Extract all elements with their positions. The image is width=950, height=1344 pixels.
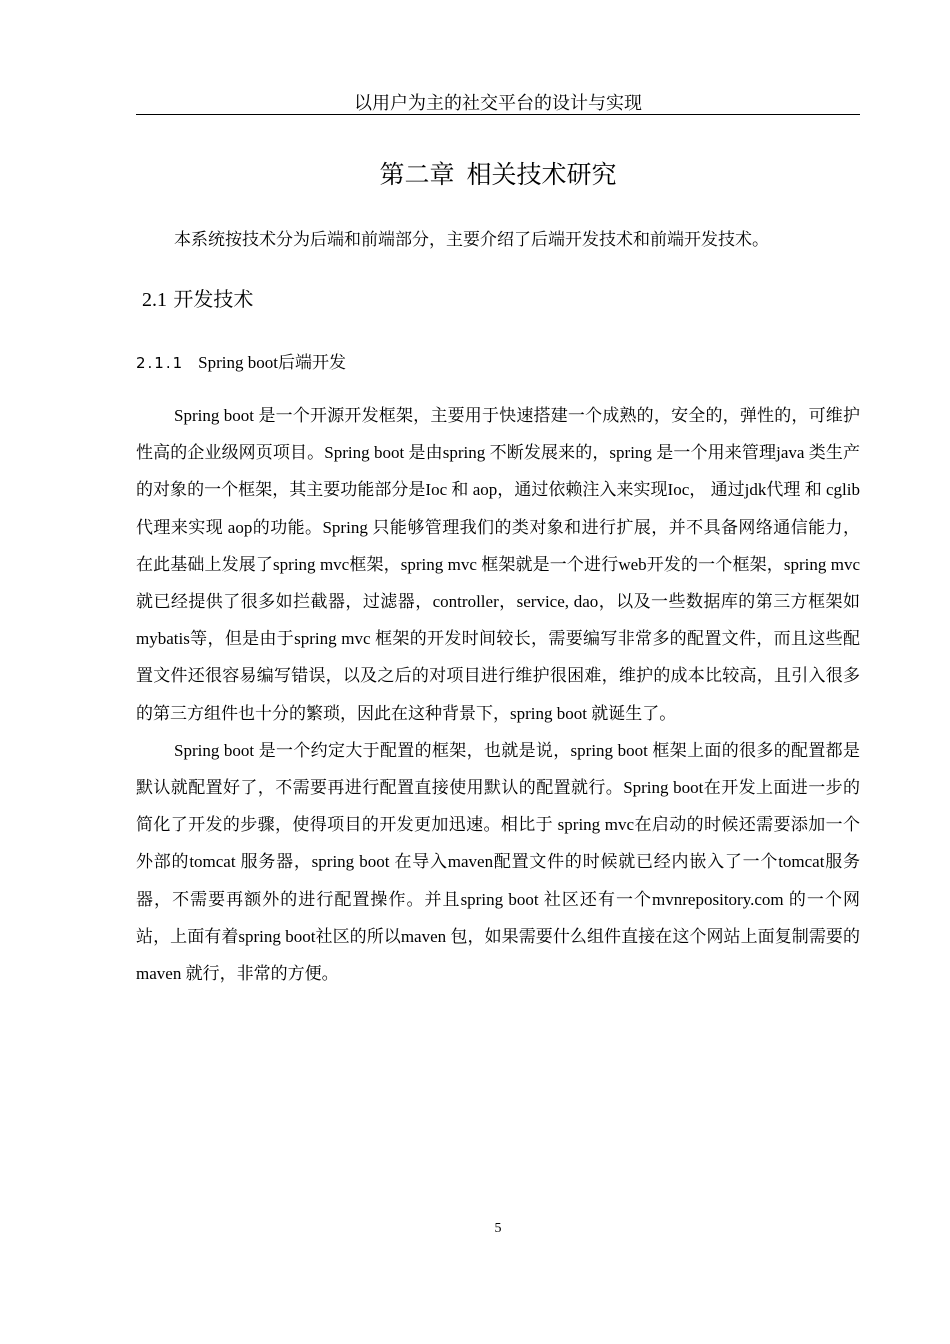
chapter-name: 相关技术研究 (466, 160, 617, 189)
subsection-number: 2.1.1 (136, 354, 185, 372)
running-header-title: 以用户为主的社交平台的设计与实现 (354, 93, 642, 113)
paragraph-1: Spring boot 是一个开源开发框架，主要用于快速搭建一个成熟的，安全的，弹性的，可维护性高的企业级网页项目。Spring boot 是由spring 不断发展来的，spring 是一个用来管理java 类生产的对象的一个框架，其主要功能部分是Ioc 和 aop，通过依赖注入来实现Ioc， 通过jdk代理 和 cglib代理来实现 aop的功能。Spring 只能够管理我们的类对象和进行扩展，并不具备网络通信能力，在此基础上发展了spring mvc框架，spring mvc 框架就是一个进行web开发的一个框架，spring mvc 就已经提供了很多如拦截器，过滤器，controller，service, dao，以及一些数据库的第三方框架如mybatis等，但是由于spring mvc 框架的开发时间较长，需要编写非常多的配置文件，而且这些配置文件还很容易编写错误，以及之后的对项目进行维护很困难，维护的成本比较高，且引入很多的第三方组件也十分的繁琐，因此在这种背景下，spring boot 就诞生了。 (136, 406, 860, 723)
chapter-intro: 本系统按技术分为后端和前端部分，主要介绍了后端开发技术和前端开发技术。 (174, 230, 769, 249)
chapter-title (136, 158, 860, 192)
body-text (136, 397, 860, 992)
page-number: 5 (494, 1221, 502, 1236)
section-number: 2.1 (142, 289, 167, 311)
subsection-title (136, 350, 346, 376)
running-header (136, 92, 860, 114)
subsection-name-en: Spring boot (198, 353, 278, 372)
paragraph-2: Spring boot 是一个约定大于配置的框架，也就是说，spring boot 框架上面的很多的配置都是默认就配置好了，不需要再进行配置直接使用默认的配置就行。Spring boot在开发上面进一步的简化了开发的步骤，使得项目的开发更加迅速。相比于 spring mvc在启动的时候还需要添加一个外部的tomcat 服务器，spring boot 在导入maven配置文件的时候就已经内嵌入了一个tomcat服务器，不需要再额外的进行配置操作。并且spring boot 社区还有一个mvnrepository.com 的一个网站，上面有着spring boot社区的所以maven 包，如果需要什么组件直接在这个网站上面复制需要的maven 就行，非常的方便。 (136, 740, 860, 984)
chapter-label: 第二章 (379, 160, 455, 189)
section-title (142, 284, 253, 315)
section-name: 开发技术 (173, 287, 254, 311)
header-rule (136, 114, 860, 115)
subsection-name-cn: 后端开发 (277, 353, 346, 373)
